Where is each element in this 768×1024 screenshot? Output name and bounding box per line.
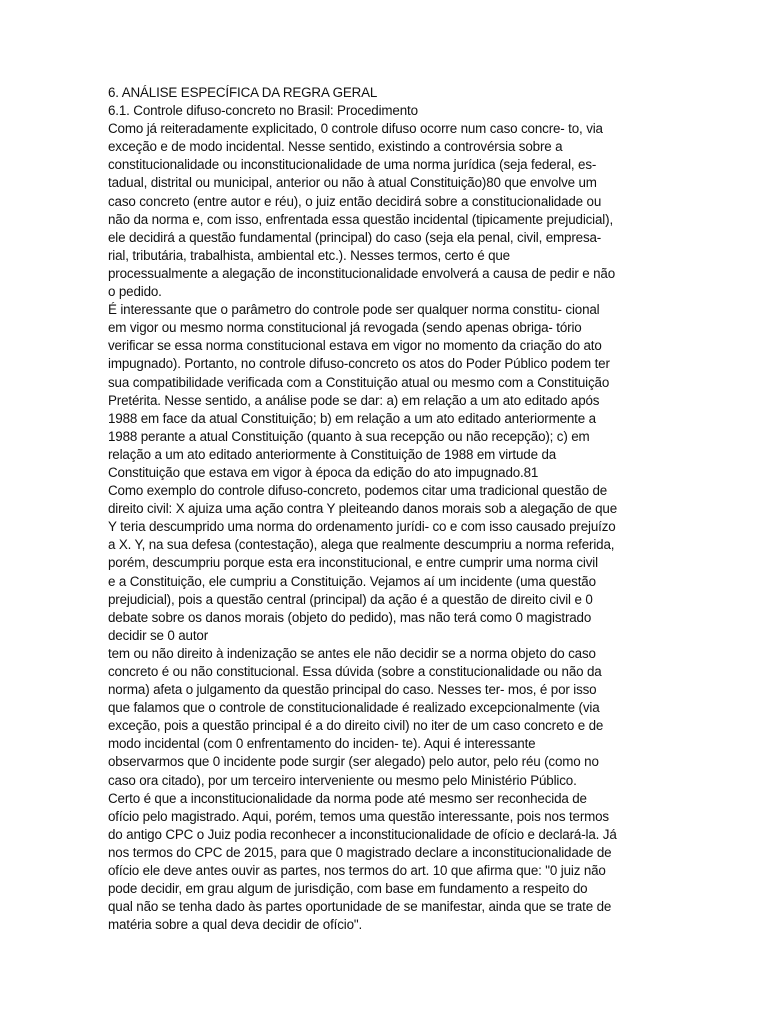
text-line: do antigo CPC o Juiz podia reconhecer a inconstitucionalidade de ofício e declará-la. Já	[108, 826, 617, 842]
text-line: ofício pelo magistrado. Aqui, porém, temos uma questão interessante, pois nos termos	[108, 808, 609, 824]
text-line: tadual, distrital ou municipal, anterior ou não à atual Constituição)80 que envolve um	[108, 175, 597, 191]
text-line: qual não se tenha dado às partes oportunidade de se manifestar, ainda que se trate de	[108, 899, 612, 915]
text-line: verificar se essa norma constitucional estava em vigor no momento da criação do ato	[108, 338, 602, 354]
text-line: decidir se 0 autor	[108, 627, 209, 643]
text-line: não da norma e, com isso, enfrentada essa questão incidental (tipicamente prejudicial),	[108, 211, 614, 227]
text-line: impugnado). Portanto, no controle difuso-concreto os atos do Poder Público podem ter	[108, 356, 610, 372]
text-line: a X. Y, na sua defesa (contestação), alega que realmente descumpriu a norma referida,	[108, 537, 615, 553]
text-line: debate sobre os danos morais (objeto do pedido), mas não terá como 0 magistrado	[108, 609, 592, 625]
text-line: pode decidir, em grau algum de jurisdição, com base em fundamento a respeito do	[108, 881, 588, 897]
text-line: concreto é ou não constitucional. Essa dúvida (sobre a constitucionalidade ou não da	[108, 664, 602, 679]
text-line: exceção, pois a questão principal é a do direito civil) no iter de um caso concreto e de	[108, 718, 604, 734]
text-line: modo incidental (com 0 enfrentamento do inciden- te). Aqui é interessante	[108, 736, 536, 752]
text-line: nos termos do CPC de 2015, para que 0 magistrado declare a inconstitucionalidade de	[108, 844, 612, 860]
text-line: constitucionalidade ou inconstitucionalidade de uma norma jurídica (seja federal, es-	[108, 157, 597, 173]
text-line: porém, descumpriu porque esta era inconstitucional, e entre cumprir uma norma civil	[108, 555, 598, 571]
text-line: sua compatibilidade verificada com a Constituição atual ou mesmo com a Constituição	[108, 374, 610, 390]
text-line: caso ora citado), por um terceiro interveniente ou mesmo pelo Ministério Público.	[108, 772, 577, 788]
document-page	[108, 84, 668, 934]
text-line: direito civil: X ajuiza uma ação contra Y pleiteando danos morais sob a alegação de que	[108, 501, 618, 517]
text-line: observarmos que 0 incidente pode surgir (ser alegado) pelo autor, pelo réu (como no	[108, 754, 599, 770]
text-line: 1988 perante a atual Constituição (quanto à sua recepção ou não recepção); c) em	[108, 428, 590, 444]
text-line: Y teria descumprido uma norma do ordenamento jurídi- co e com isso causado prejuízo	[108, 519, 616, 535]
text-line: que falamos que o controle de constitucionalidade é realizado excepcionalmente (via	[108, 700, 600, 716]
section-heading: 6. ANÁLISE ESPECÍFICA DA REGRA GERAL	[108, 85, 378, 100]
text-line: É interessante que o parâmetro do controle pode ser qualquer norma constitu- cional	[108, 302, 600, 318]
text-line: tem ou não direito à indenização se antes ele não decidir se a norma objeto do caso	[108, 645, 596, 661]
text-line: rial, tributária, trabalhista, ambiental etc.). Nesses termos, certo é que	[108, 247, 510, 263]
text-line: Como já reiteradamente explicitado, 0 controle difuso ocorre num caso concre- to, via	[108, 121, 603, 137]
text-line: 1988 em face da atual Constituição; b) em relação a um ato editado anteriormente a	[108, 410, 596, 426]
text-line: Constituição que estava em vigor à época da edição do ato impugnado.81	[108, 464, 539, 480]
text-line: prejudicial), pois a questão central (principal) da ação é a questão de direito civil e 0	[108, 591, 593, 607]
text-line: Pretérita. Nesse sentido, a análise pode se dar: a) em relação a um ato editado após	[108, 392, 600, 408]
text-line: caso concreto (entre autor e réu), o juiz então decidirá sobre a constitucionalidade ou	[108, 193, 602, 209]
text-line: Como exemplo do controle difuso-concreto, podemos citar uma tradicional questão de	[108, 483, 608, 499]
text-line: matéria sobre a qual deva decidir de ofício".	[108, 917, 363, 933]
text-line: relação a um ato editado anteriormente à Constituição de 1988 em virtude da	[108, 446, 557, 462]
text-line: Certo é que a inconstitucionalidade da norma pode até mesmo ser reconhecida de	[108, 790, 587, 806]
text-line: norma) afeta o julgamento da questão principal do caso. Nesses ter- mos, é por isso	[108, 682, 597, 698]
text-line: ele decidirá a questão fundamental (principal) do caso (seja ela penal, civil, empresa-	[108, 229, 602, 245]
text-line: e a Constituição, ele cumpriu a Constituição. Vejamos aí um incidente (uma questão	[108, 573, 596, 589]
text-line: exceção e de modo incidental. Nesse sentido, existindo a controvérsia sobre a	[108, 139, 563, 155]
text-line: ofício ele deve antes ouvir as partes, nos termos do art. 10 que afirma que: "0 juiz não	[108, 863, 606, 879]
text-line: o pedido.	[108, 284, 162, 300]
subsection-heading: 6.1. Controle difuso-concreto no Brasil: Procedimento	[108, 103, 418, 119]
text-line: processualmente a alegação de inconstitucionalidade envolverá a causa de pedir e não	[108, 265, 616, 281]
text-line: em vigor ou mesmo norma constitucional já revogada (sendo apenas obriga- tório	[108, 320, 582, 336]
